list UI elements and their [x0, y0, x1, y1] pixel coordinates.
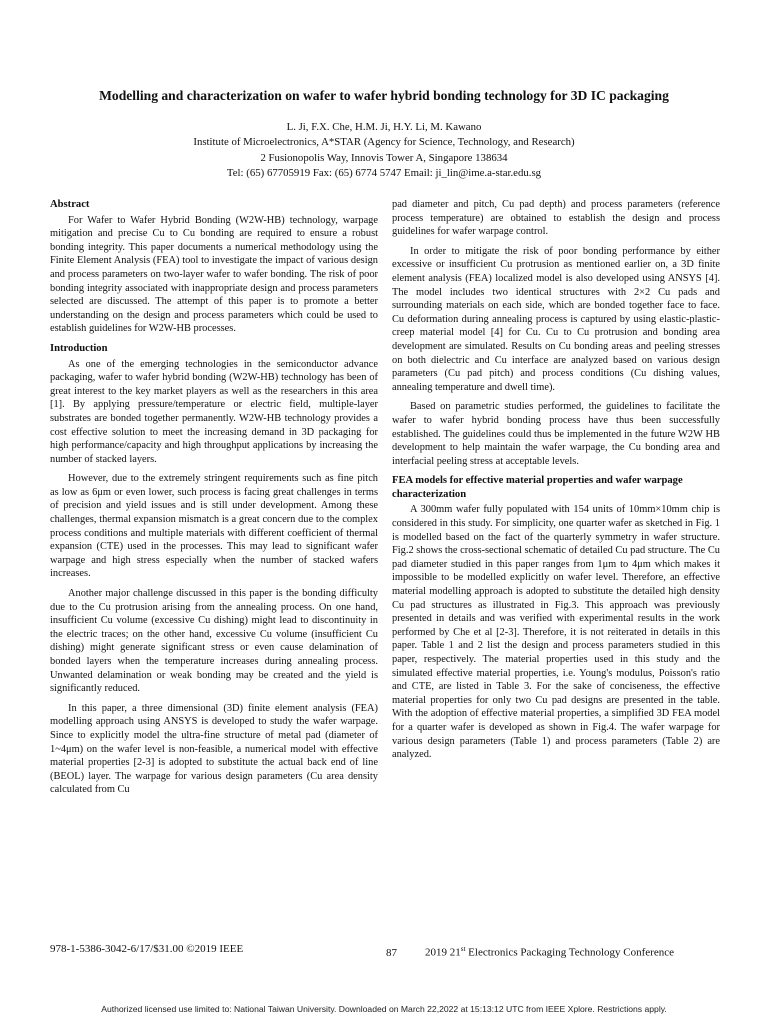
body-paragraph: In order to mitigate the risk of poor bonding performance by either excessive or insufficient Cu protrusion as mentioned earlier on, a 3D finite element analysis (FEA) localized model is also developed using ANSYS [4]. The model includes two identical structures with 2×2 Cu pads and surrounding materials on each side, which are bonded together face to face. Cu deformation during annealing process is captured by using elastic-plastic-creep material model [4] for Cu. Cu to Cu protrusion and bonding area development are simulated. Results on Cu bonding areas and peeling stresses on both dielectric and Cu interface are analyzed based on various design parameters (Cu pad pitch) and process conditions (Cu dishing values, annealing temperature and dwell time). — [392, 245, 720, 393]
introduction-heading: Introduction — [50, 342, 108, 354]
conference-suffix: Electronics Packaging Technology Conference — [465, 946, 674, 959]
conference-ordinal: st — [460, 945, 466, 953]
abstract-heading: Abstract — [50, 199, 90, 210]
author-institute: Institute of Microelectronics, A*STAR (Agency for Science, Technology, and Research) — [193, 136, 575, 149]
author-contact: Tel: (65) 67705919 Fax: (65) 6774 5747 Email: ji_lin@ime.a-star.edu.sg — [226, 166, 542, 179]
author-names: L. Ji, F.X. Che, H.M. Ji, H.Y. Li, M. Kawano — [286, 121, 482, 133]
author-block — [40, 120, 728, 181]
intro-paragraph: Another major challenge discussed in this paper is the bonding difficulty due to the Cu protrusion arising from the annealing process. On one hand, insufficient Cu volume (excessive Cu dishing) might lead to discontinuity in the electric traces; on the other hand, excessive Cu volume (insufficient Cu dishing) might generate significant stress or even cause delamination of bonded layers when the temperature increases during annealing process. Unwanted delamination or weak bonding may be created and the yield is significantly reduced. — [50, 588, 378, 695]
intro-paragraph: In this paper, a three dimensional (3D) finite element analysis (FEA) modelling approach using ANSYS is developed to study the wafer warpage. Since to explicitly model the ultra-fine structure of metal pad (diameter of 1~4μm) on the wafer level is non-feasible, a numerical model with effective material properties [2-3] is adopted to substitute the actual back end of line (BEOL) layer. The warpage for various design parameters (Cu area density calculated from Cu — [50, 702, 378, 796]
conference-prefix: 2019 21 — [425, 946, 461, 959]
fea-paragraph: A 300mm wafer fully populated with 154 units of 10mm×10mm chip is considered in this study. For simplicity, one quarter wafer as sketched in Fig. 1 is modelled based on the fact of the quarterly symmetry in wafer structure. Fig.2 shows the cross-sectional schematic of detailed Cu pad structure. The Cu pad diameter studied in this paper ranges from 1μm to 4μm which makes it impossible to be modelled explicitly on wafer level. Therefore, an effective material modelling approach is adopted to substitute the detailed high density Cu pad structures as illustrated in Fig.3. This approach was previously presented in details and was verified with experimental results in the work performed by Che et al [2-3]. Therefore, it is not reiterated in details in this paper. Table 1 and 2 list the design and process parameters studied in this paper, respectively. The material properties used in this study and the simulated effective material properties, i.e. Young's modulus, Poisson's ratio and CTE, are listed in Table 3. For the sake of conciseness, the effective material properties for only two Cu pad designs are presented in the table. With the adoption of effective material properties, a simplified 3D FEA model for a quarter wafer is developed as shown in Fig.4. The wafer warpage for various design parameters (Table 1) and process parameters (Table 2) are analyzed. — [392, 504, 720, 761]
footer-isbn: 978-1-5386-3042-6/17/$31.00 ©2019 IEEE — [50, 943, 244, 955]
authorization-note: Authorized licensed use limited to: National Taiwan University. Downloaded on March 22,2022 at 15:13:12 UTC from IEEE Xplore. Restrictions apply. — [101, 1004, 667, 1014]
intro-paragraph: As one of the emerging technologies in the semiconductor advance packaging, wafer to wafer hybrid bonding (W2W-HB) technology has been of great interest to the key market players as well as the researchers in this area [1]. By applying pressure/temperature or electric field, multiple-layer substrates are bonded together permanently. W2W-HB technology provides a cost effective solution to meet the increasing demand in 3D packaging for high performance/capacity and high throughput applications by increasing the number of stacked layers. — [50, 358, 378, 465]
fea-section-heading: FEA models for effective material properties and wafer warpage characterization — [392, 475, 683, 500]
footer-page-number: 87 — [386, 947, 397, 959]
author-address: 2 Fusionopolis Way, Innovis Tower A, Singapore 138634 — [260, 151, 508, 164]
footer-conference — [425, 942, 674, 960]
continued-paragraph: pad diameter and pitch, Cu pad depth) and process parameters (reference process temperature) are obtained to establish the design and process guidelines for wafer warpage control. — [392, 199, 720, 238]
left-column — [50, 198, 378, 803]
abstract-text: For Wafer to Wafer Hybrid Bonding (W2W-HB) technology, warpage mitigation and precise Cu to Cu bonding are required to ensure a robust bonding integrity. This paper documents a numerical methodology using the Finite Element Analysis (FEA) tool to investigate the impact of various design and process parameters on two-layer wafer to wafer bonding. The risk of poor bonding integrity associated with inappropriate design and process parameters selected are discussed. The attempt of this paper is to promote a better understanding on the design and process parameters which could be used to establish guidelines for W2W-HB processes. — [50, 214, 378, 335]
paper-title: Modelling and characterization on wafer to wafer hybrid bonding technology for 3D IC packaging — [99, 88, 669, 103]
right-column — [392, 198, 720, 768]
body-paragraph: Based on parametric studies performed, the guidelines to facilitate the wafer to wafer hybrid bonding process have thus been successfully established. The guidelines could thus be implemented in the future W2W HB development to help maintain the wafer warpage, the Cu bonding area and interfacial peeling stress at acceptable levels. — [392, 401, 720, 467]
intro-paragraph: However, due to the extremely stringent requirements such as fine pitch as low as 6μm or even lower, such process is facing great challenges in terms of precision and yield issues and is still under development. Among these challenges, thermal expansion mismatch is a great concern due to the complex process conditions and multiple materials with different coefficient of thermal expansion (CTE) used in the processes. This may lead to significant wafer warpage and high stress especially when the number of stacked wafers increases. — [50, 473, 378, 580]
